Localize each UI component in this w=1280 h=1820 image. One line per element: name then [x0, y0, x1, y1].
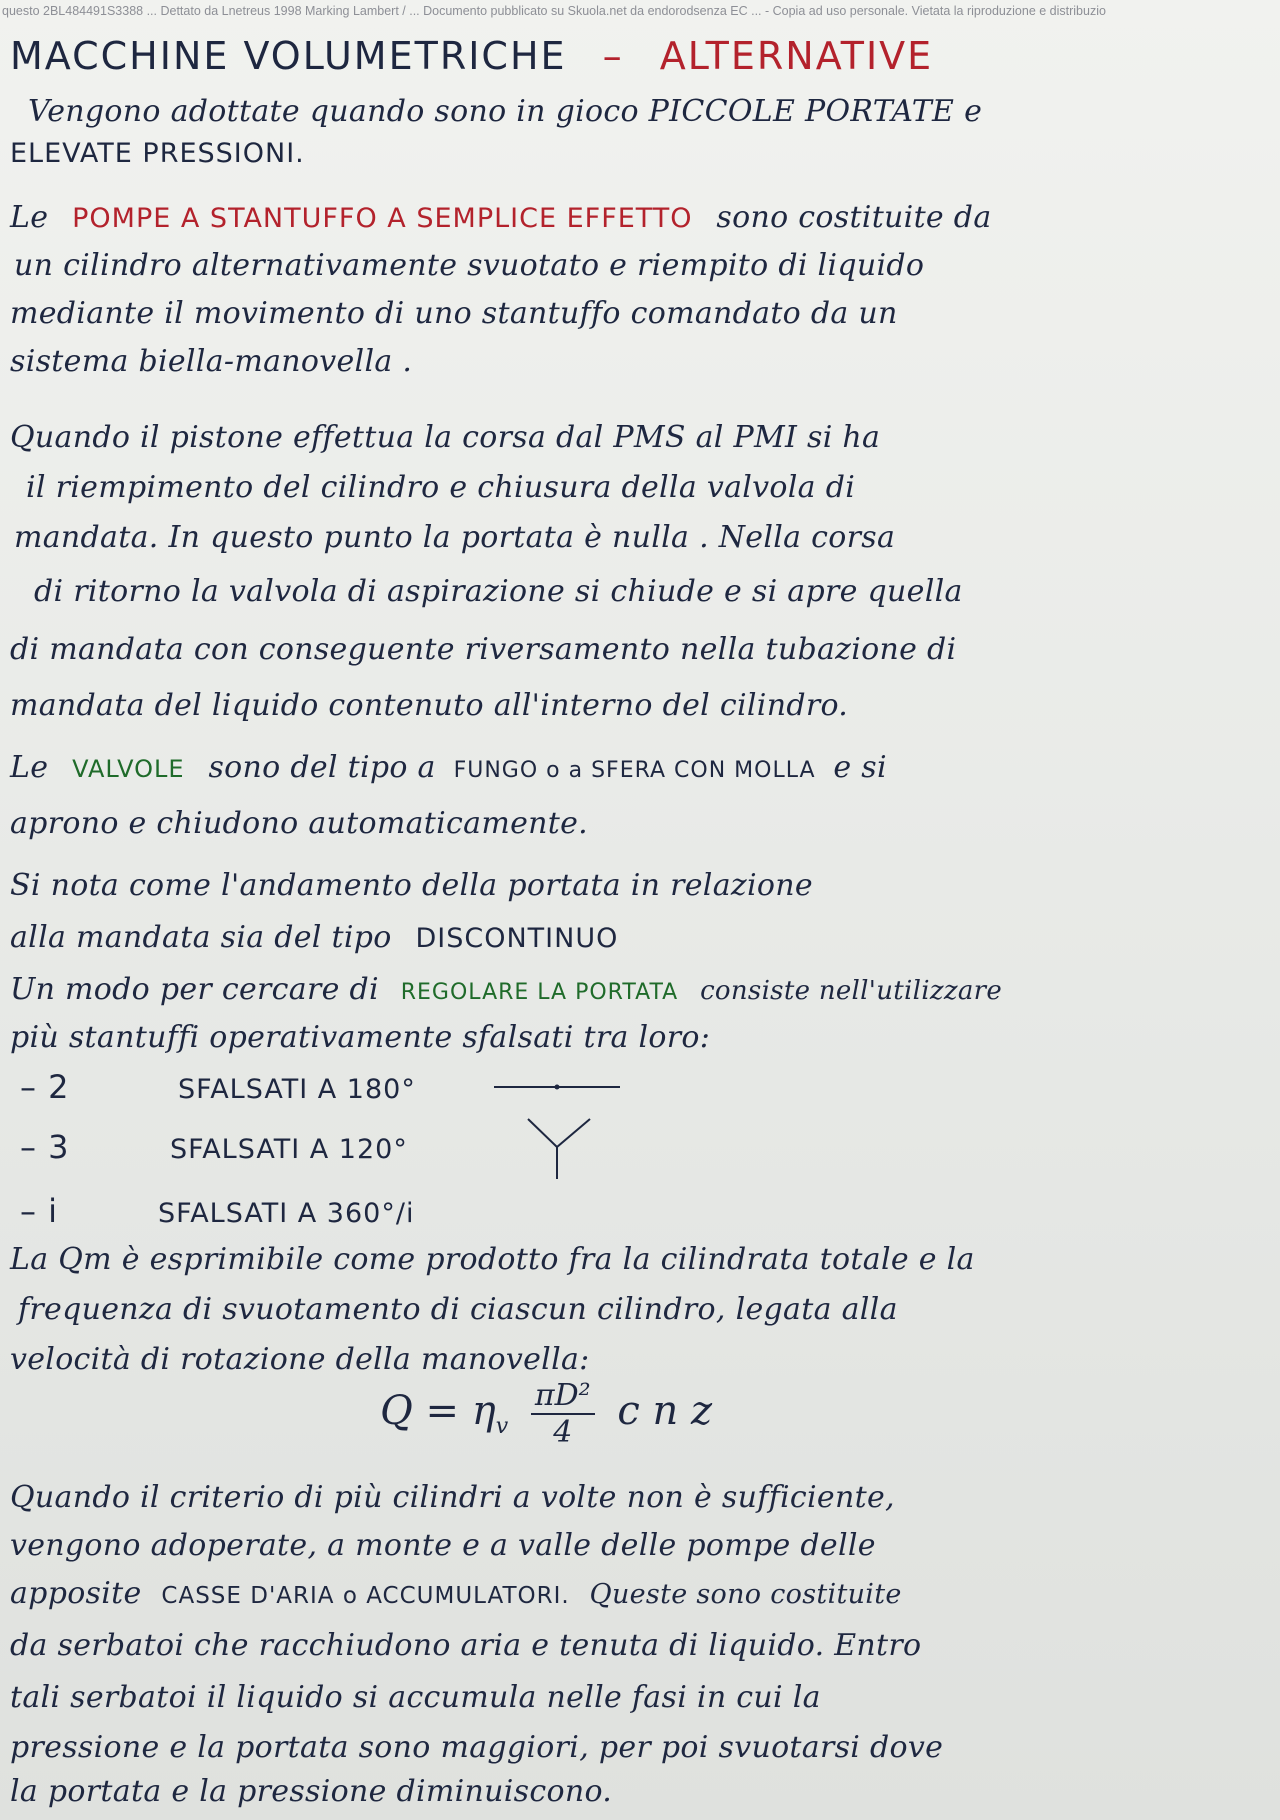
- paragraph6-line1: [10, 970, 1002, 1013]
- formula-denominator: 4: [553, 1415, 573, 1450]
- formula-rhs: c n z: [617, 1388, 713, 1434]
- list-item-text: SFALSATI A 120°: [170, 1134, 408, 1165]
- sketch-dot: [555, 1085, 560, 1090]
- paragraph8-line6: pressione e la portata sono maggiori, per poi svuotarsi dove: [10, 1730, 944, 1765]
- paragraph2-line3: mediante il movimento di uno stantuffo comandato da un: [10, 296, 898, 331]
- formula-lhs: Q = η: [380, 1388, 496, 1434]
- title-dash: –: [602, 34, 624, 78]
- paragraph8-line3: [10, 1574, 902, 1616]
- sketch-y-left: [528, 1119, 557, 1147]
- formula-fraction: [531, 1378, 595, 1450]
- paragraph4-caps: FUNGO o a SFERA CON MOLLA: [453, 758, 816, 783]
- paragraph4-lead: Le: [10, 750, 49, 785]
- list-item-number: – i: [20, 1192, 59, 1230]
- paragraph2-red-caps: POMPE A STANTUFFO A SEMPLICE EFFETTO: [72, 203, 693, 234]
- paragraph3-line2: il riempimento del cilindro e chiusura della valvola di: [26, 470, 856, 505]
- paragraph5-line2: [10, 918, 618, 959]
- paragraph4-line2: aprono e chiudono automaticamente.: [10, 806, 588, 841]
- paragraph8-caps: CASSE D'ARIA o ACCUMULATORI.: [161, 1583, 570, 1609]
- paragraph8-line1: Quando il criterio di più cilindri a volte non è sufficiente,: [10, 1480, 895, 1515]
- title-part2: ALTERNATIVE: [659, 34, 934, 78]
- phase-sketch: [490, 1075, 650, 1185]
- paragraph2-line1: [10, 198, 992, 239]
- formula-sub: v: [495, 1414, 509, 1439]
- flow-formula: [380, 1378, 712, 1450]
- list-item-number: – 2: [20, 1068, 70, 1106]
- list-item: [20, 1068, 416, 1106]
- list-item: [20, 1128, 408, 1166]
- formula-numerator: πD²: [531, 1378, 595, 1415]
- paragraph6-line2: più stantuffi operativamente sfalsati tra loro:: [10, 1020, 711, 1055]
- paragraph3-line3: mandata. In questo punto la portata è nulla . Nella corsa: [14, 520, 896, 555]
- title-part1: MACCHINE VOLUMETRICHE: [10, 34, 567, 78]
- paragraph6-line1-pre: Un modo per cercare di: [10, 972, 379, 1007]
- paragraph8-line5: tali serbatoi il liquido si accumula nelle fasi in cui la: [10, 1680, 821, 1715]
- paragraph2-rest: sono costituite da: [716, 200, 992, 235]
- paragraph7-line1: La Qm è esprimibile come prodotto fra la cilindrata totale e la: [10, 1242, 975, 1277]
- paragraph2-line2: un cilindro alternativamente svuotato e riempito di liquido: [14, 248, 925, 283]
- sketch-y-right: [557, 1119, 590, 1147]
- paragraph3-line1: Quando il pistone effettua la corsa dal PMS al PMI si ha: [10, 420, 881, 455]
- paragraph1-line1: Vengono adottate quando sono in gioco PICCOLE PORTATE e: [28, 94, 983, 129]
- paragraph4-end: e si: [833, 750, 887, 785]
- paragraph7-line2: frequenza di svuotamento di ciascun cilindro, legata alla: [18, 1292, 898, 1327]
- paragraph6-green-caps: REGOLARE LA PORTATA: [400, 980, 679, 1005]
- paragraph5-line1: Si nota come l'andamento della portata in relazione: [10, 868, 813, 903]
- page-title: [10, 34, 933, 78]
- paragraph8-line2: vengono adoperate, a monte e a valle delle pompe delle: [10, 1528, 876, 1563]
- paragraph6-line1-post: consiste nell'utilizzare: [700, 976, 1003, 1006]
- paragraph4-mid: sono del tipo a: [208, 750, 436, 785]
- watermark-text: questo 2BL484491S3388 ... Dettato da Lnetreus 1998 Marking Lambert / ... Documento pubblicato su Skuola.net da endorodsenza EC ... - Copia ad uso personale. Vietata la riproduzione e distribuzio: [2, 4, 1106, 18]
- paragraph3-line5: di mandata con conseguente riversamento nella tubazione di: [10, 632, 957, 667]
- paragraph4-line1: [10, 748, 887, 791]
- paragraph2-line4: sistema biella-manovella .: [10, 344, 413, 379]
- paragraph4-green-caps: VALVOLE: [72, 755, 185, 783]
- paragraph8-line7: la portata e la pressione diminuiscono.: [10, 1774, 613, 1809]
- paragraph8-line4: da serbatoi che racchiudono aria e tenuta di liquido. Entro: [10, 1628, 922, 1663]
- paragraph3-line4: di ritorno la valvola di aspirazione si chiude e si apre quella: [34, 574, 963, 609]
- paragraph5-discontinuo: DISCONTINUO: [415, 923, 619, 954]
- list-item-number: – 3: [20, 1128, 70, 1166]
- paragraph8-apposite: apposite: [10, 1576, 142, 1611]
- paragraph8-queste: Queste sono costituite: [589, 1579, 902, 1610]
- list-item-text: SFALSATI A 180°: [178, 1074, 416, 1105]
- paragraph3-line6: mandata del liquido contenuto all'interno del cilindro.: [10, 688, 849, 723]
- list-item: [20, 1192, 414, 1230]
- paragraph2-lead: Le: [10, 200, 49, 235]
- paragraph7-line3: velocità di rotazione della manovella:: [10, 1342, 590, 1377]
- paragraph5-line2-pre: alla mandata sia del tipo: [10, 920, 392, 955]
- paragraph1-line2: ELEVATE PRESSIONI.: [10, 138, 305, 169]
- list-item-text: SFALSATI A 360°/i: [158, 1198, 415, 1229]
